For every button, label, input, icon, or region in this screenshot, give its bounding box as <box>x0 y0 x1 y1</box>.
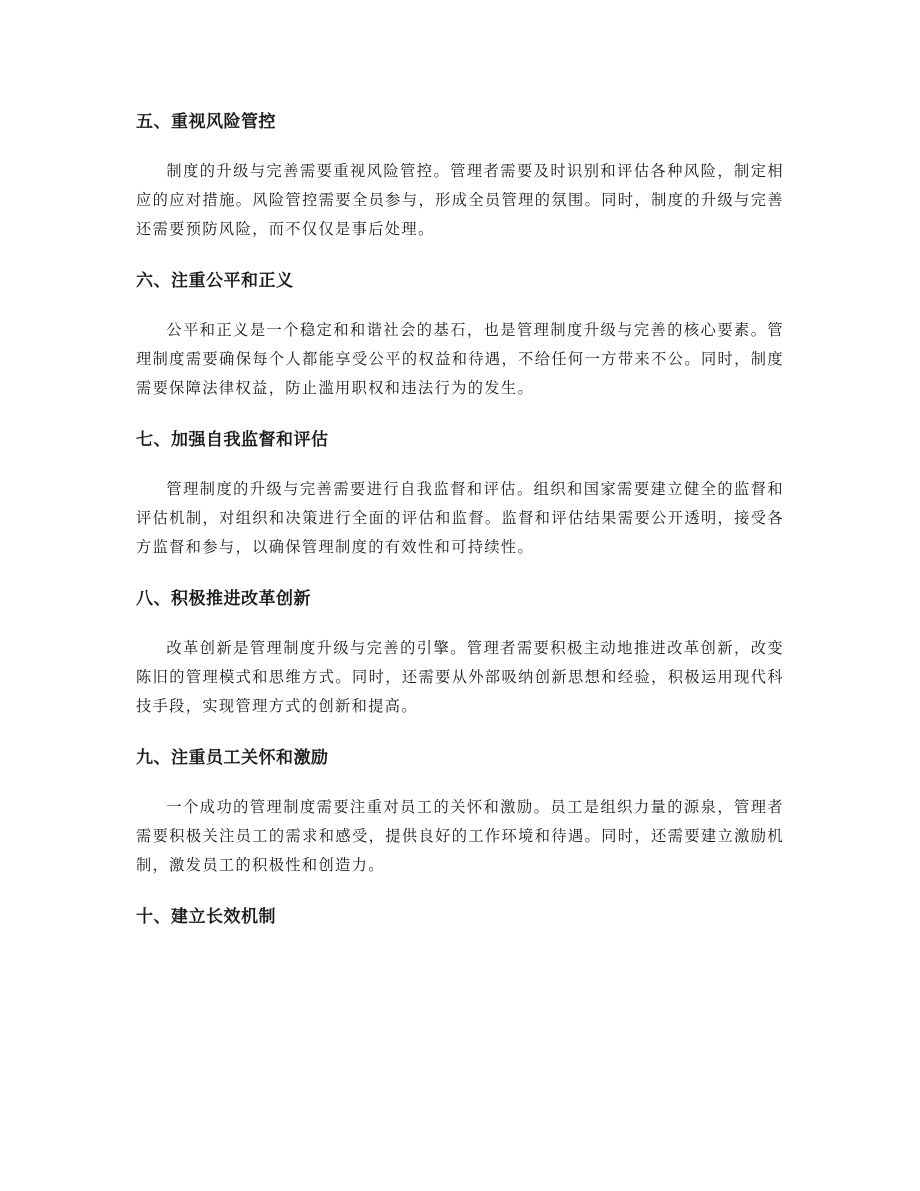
section-paragraph: 改革创新是管理制度升级与完善的引擎。管理者需要积极主动地推进改革创新，改变陈旧的管理模式和思维方式。同时，还需要从外部吸纳创新思想和经验，积极运用现代科技手段，实现管理方式的创新和提高。 <box>136 639 784 715</box>
section-paragraph: 制度的升级与完善需要重视风险管控。管理者需要及时识别和评估各种风险，制定相应的应对措施。风险管控需要全员参与，形成全员管理的氛围。同时，制度的升级与完善还需要预防风险，而不仅仅是事后处理。 <box>136 162 784 238</box>
section-heading: 八、积极推进改革创新 <box>136 589 311 609</box>
section-paragraph: 一个成功的管理制度需要注重对员工的关怀和激励。员工是组织力量的源泉，管理者需要积极关注员工的需求和感受，提供良好的工作环境和待遇。同时，还需要建立激励机制，激发员工的积极性和创造力。 <box>136 798 784 874</box>
section-5 <box>136 108 784 244</box>
section-paragraph: 管理制度的升级与完善需要进行自我监督和评估。组织和国家需要建立健全的监督和评估机制，对组织和决策进行全面的评估和监督。监督和评估结果需要公开透明，接受各方监督和参与，以确保管理制度的有效性和可持续性。 <box>136 480 784 556</box>
section-10 <box>136 903 784 931</box>
section-6 <box>136 267 784 403</box>
section-heading: 十、建立长效机制 <box>136 907 276 927</box>
section-7 <box>136 426 784 562</box>
section-heading: 七、加强自我监督和评估 <box>136 430 329 450</box>
section-8 <box>136 585 784 721</box>
section-paragraph: 公平和正义是一个稳定和和谐社会的基石，也是管理制度升级与完善的核心要素。管理制度需要确保每个人都能享受公平的权益和待遇，不给任何一方带来不公。同时，制度需要保障法律权益，防止滥用职权和违法行为的发生。 <box>136 321 784 397</box>
section-heading: 五、重视风险管控 <box>136 112 276 132</box>
section-9 <box>136 744 784 880</box>
section-heading: 六、注重公平和正义 <box>136 271 294 291</box>
section-heading: 九、注重员工关怀和激励 <box>136 748 329 768</box>
